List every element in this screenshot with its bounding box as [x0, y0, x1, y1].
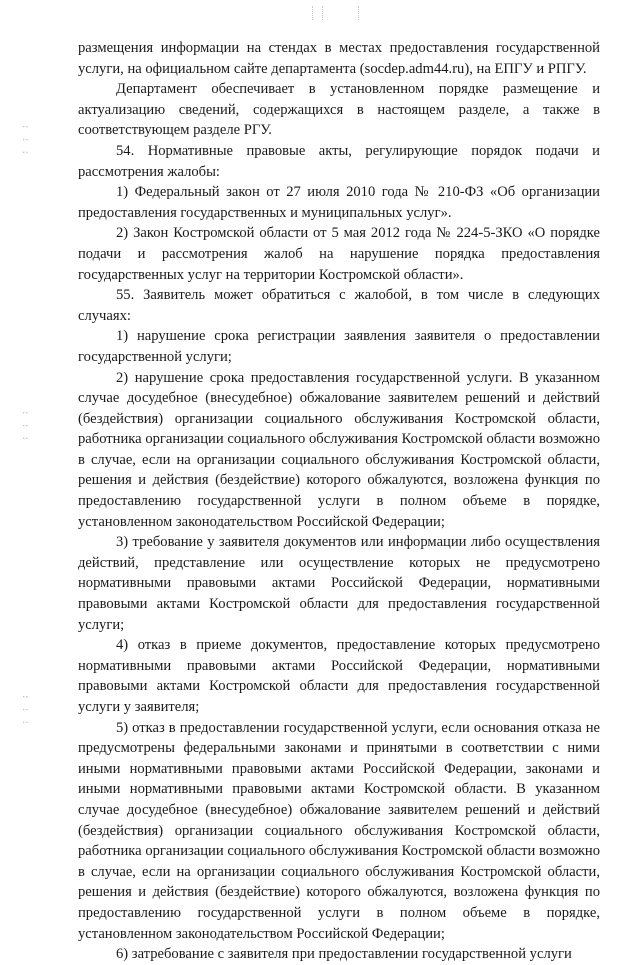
- paragraph-54-item-2: 2) Закон Костромской области от 5 мая 2012 года № 224-5-ЗКО «О порядке подачи и рассмотрения жалоб на нарушение порядка предоставления государственных услуг на территории Костромской области».: [78, 225, 600, 283]
- paragraph-55-item-3: 3) требование у заявителя документов или информации либо осуществления действий, представление или осуществление которых не предусмотрено нормативными правовыми актами Российской Федерации, нормативными правовыми актами Костромской области для предоставления государственной услуги;: [78, 534, 600, 633]
- paragraph-department-duty: Департамент обеспечивает в установленном порядке размещение и актуализацию сведений, содержащихся в настоящем разделе, а также в соответствующем разделе РГУ.: [78, 81, 600, 139]
- paragraph-continuation: размещения информации на стендах в местах предоставления государственной услуги, на официальном сайте департамента (socdep.adm44.ru), на ЕПГУ и РПГУ.: [78, 40, 600, 77]
- scan-artifact: [358, 6, 359, 20]
- paragraph-54-item-1: 1) Федеральный закон от 27 июля 2010 года № 210-ФЗ «Об организации предоставления государственных и муниципальных услуг».: [78, 184, 600, 221]
- scan-artifact: [312, 6, 313, 20]
- scan-artifact: [322, 6, 323, 20]
- paragraph-54-heading: 54. Нормативные правовые акты, регулирующие порядок подачи и рассмотрения жалобы:: [78, 142, 600, 180]
- paragraph-55-item-5: 5) отказ в предоставлении государственной услуги, если основания отказа не предусмотрены федеральными законами и принятыми в соответствии с ними иными нормативными правовыми актами Российской Федерации, законами и иными нормативными правовыми актами Костромской области. В указанном случае досудебное (внесудебное) обжалование заявителем решений и действий (бездействия) организации социального обслуживания Костромской области, работника организации социального обслуживания Костромской области возможно в случае, если на организации социального обслуживания Костромской области, решения и действия (бездействие) которого обжалуются, возложена функция по предоставлению государственной услуги в полном объеме в порядке, установленном законодательством Российской Федерации;: [78, 719, 600, 942]
- paragraph-55-heading: 55. Заявитель может обратиться с жалобой, в том числе в следующих случаях:: [78, 287, 600, 324]
- scan-artifact: : : :: [20, 694, 30, 727]
- paragraph-55-item-6: 6) затребование с заявителя при предоставлении государственной услуги: [116, 946, 572, 963]
- scan-artifact: : : :: [20, 410, 30, 443]
- document-page: [78, 38, 600, 965]
- paragraph-55-item-4: 4) отказ в приеме документов, предоставление которых предусмотрено нормативными правовыми актами Российской Федерации, нормативными правовыми актами Костромской области для предоставления государственной услуги у заявителя;: [78, 637, 600, 715]
- paragraph-55-item-1: 1) нарушение срока регистрации заявления заявителя о предоставлении государственной услуги;: [78, 328, 600, 365]
- scan-artifact: : : :: [20, 124, 30, 157]
- paragraph-55-item-2: 2) нарушение срока предоставления государственной услуги. В указанном случае досудебное (внесудебное) обжалование заявителем решений и действий (бездействия) организации социального обслуживания Костромской области, работника организации социального обслуживания Костромской области возможно в случае, если на организации социального обслуживания Костромской области, решения и действия (бездействие) которого обжалуются, возложена функция по предоставлению государственной услуги в полном объеме в порядке, установленном законодательством Российской Федерации;: [78, 369, 600, 530]
